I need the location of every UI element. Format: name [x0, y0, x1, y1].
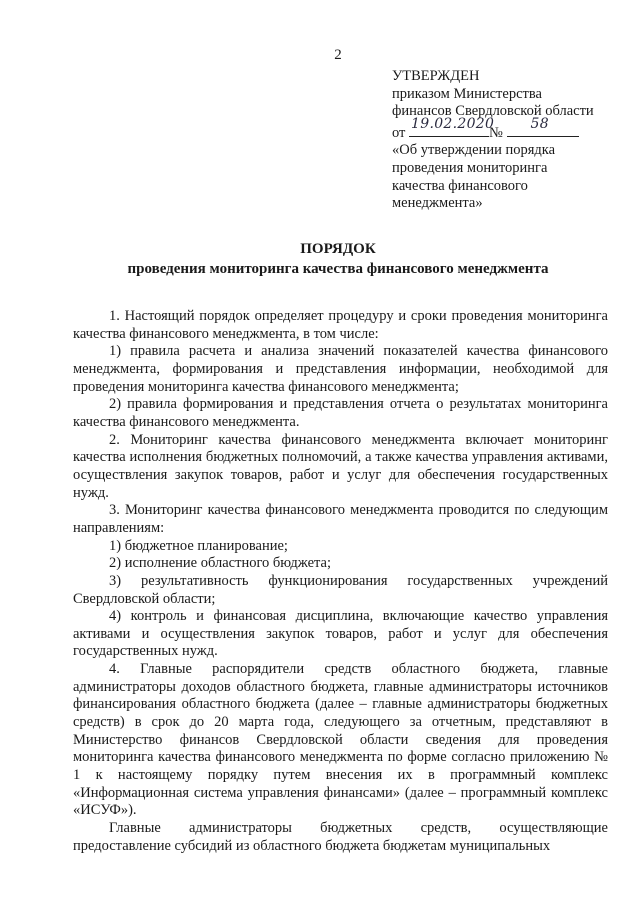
date-prefix: от	[392, 124, 406, 141]
page-number: 2	[334, 47, 342, 63]
document-body	[73, 308, 608, 855]
approved-heading: УТВЕРЖДЕН	[392, 68, 480, 84]
paragraph: 1) бюджетное планирование;	[109, 537, 288, 554]
handwritten-date: 19.02.2020	[411, 115, 495, 132]
paragraph: 2. Мониторинг качества финансового менеджмента включает мониторинг качества исполнения бюджетных полномочий, а также качества управления активами, осуществления закупок товаров, работ и услуг для обеспечения государственных нужд.	[73, 431, 608, 501]
subject-line: качества финансового	[392, 177, 528, 194]
paragraph: Главные администраторы бюджетных средств, осуществляющие предоставление субсидий из областного бюджета бюджетам муниципальных	[73, 820, 608, 854]
paragraph: 4) контроль и финансовая дисциплина, включающие качество управления активами и осуществления закупок товаров, работ и услуг для обеспечения государственных нужд.	[73, 608, 608, 660]
date-field	[409, 115, 495, 137]
subject-line: менеджмента»	[392, 195, 483, 212]
paragraph: 3) результативность функционирования государственных учреждений Свердловской области;	[73, 572, 608, 607]
paragraph: 2) исполнение областного бюджета;	[109, 555, 332, 572]
number-prefix: №	[489, 124, 503, 141]
number-field	[507, 115, 579, 137]
approved-date-number-line	[392, 115, 632, 143]
handwritten-number: 58	[530, 115, 549, 132]
subject-line: «Об утверждении порядка	[392, 142, 556, 159]
approved-order-line: приказом Министерства	[392, 85, 542, 102]
document-title: ПОРЯДОК	[300, 241, 376, 257]
subject-line: проведения мониторинга	[392, 159, 548, 176]
paragraph: 1. Настоящий порядок определяет процедуру и сроки проведения мониторинга качества финансового менеджмента, в том числе:	[73, 308, 608, 342]
paragraph: 2) правила формирования и представления отчета о результатах мониторинга качества финансового менеджмента.	[73, 396, 608, 430]
document-subtitle: проведения мониторинга качества финансового менеджмента	[127, 261, 549, 277]
approval-block	[392, 68, 632, 213]
paragraph: 4. Главные распорядители средств областного бюджета, главные администраторы доходов областного бюджета, главные администраторы источников финансирования областного бюджета (далее – главные администраторы бюджетных средств) в срок до 20 марта года, следующего за отчетным, представляют в Министерство финансов Свердловской области сведения для проведения мониторинга качества финансового менеджмента по форме согласно приложению № 1 к настоящему порядку путем внесения их в программный комплекс «Информационная система управления финансами» (далее – программный комплекс «ИСУФ»).	[73, 661, 608, 819]
paragraph: 1) правила расчета и анализа значений показателей качества финансового менеджмента, формирования и представления информации, необходимой для проведения мониторинга качества финансового менеджмента;	[73, 343, 608, 395]
approved-ministry-line: финансов Свердловской области	[392, 103, 594, 120]
paragraph: 3. Мониторинг качества финансового менеджмента проводится по следующим направлениям:	[73, 502, 608, 536]
